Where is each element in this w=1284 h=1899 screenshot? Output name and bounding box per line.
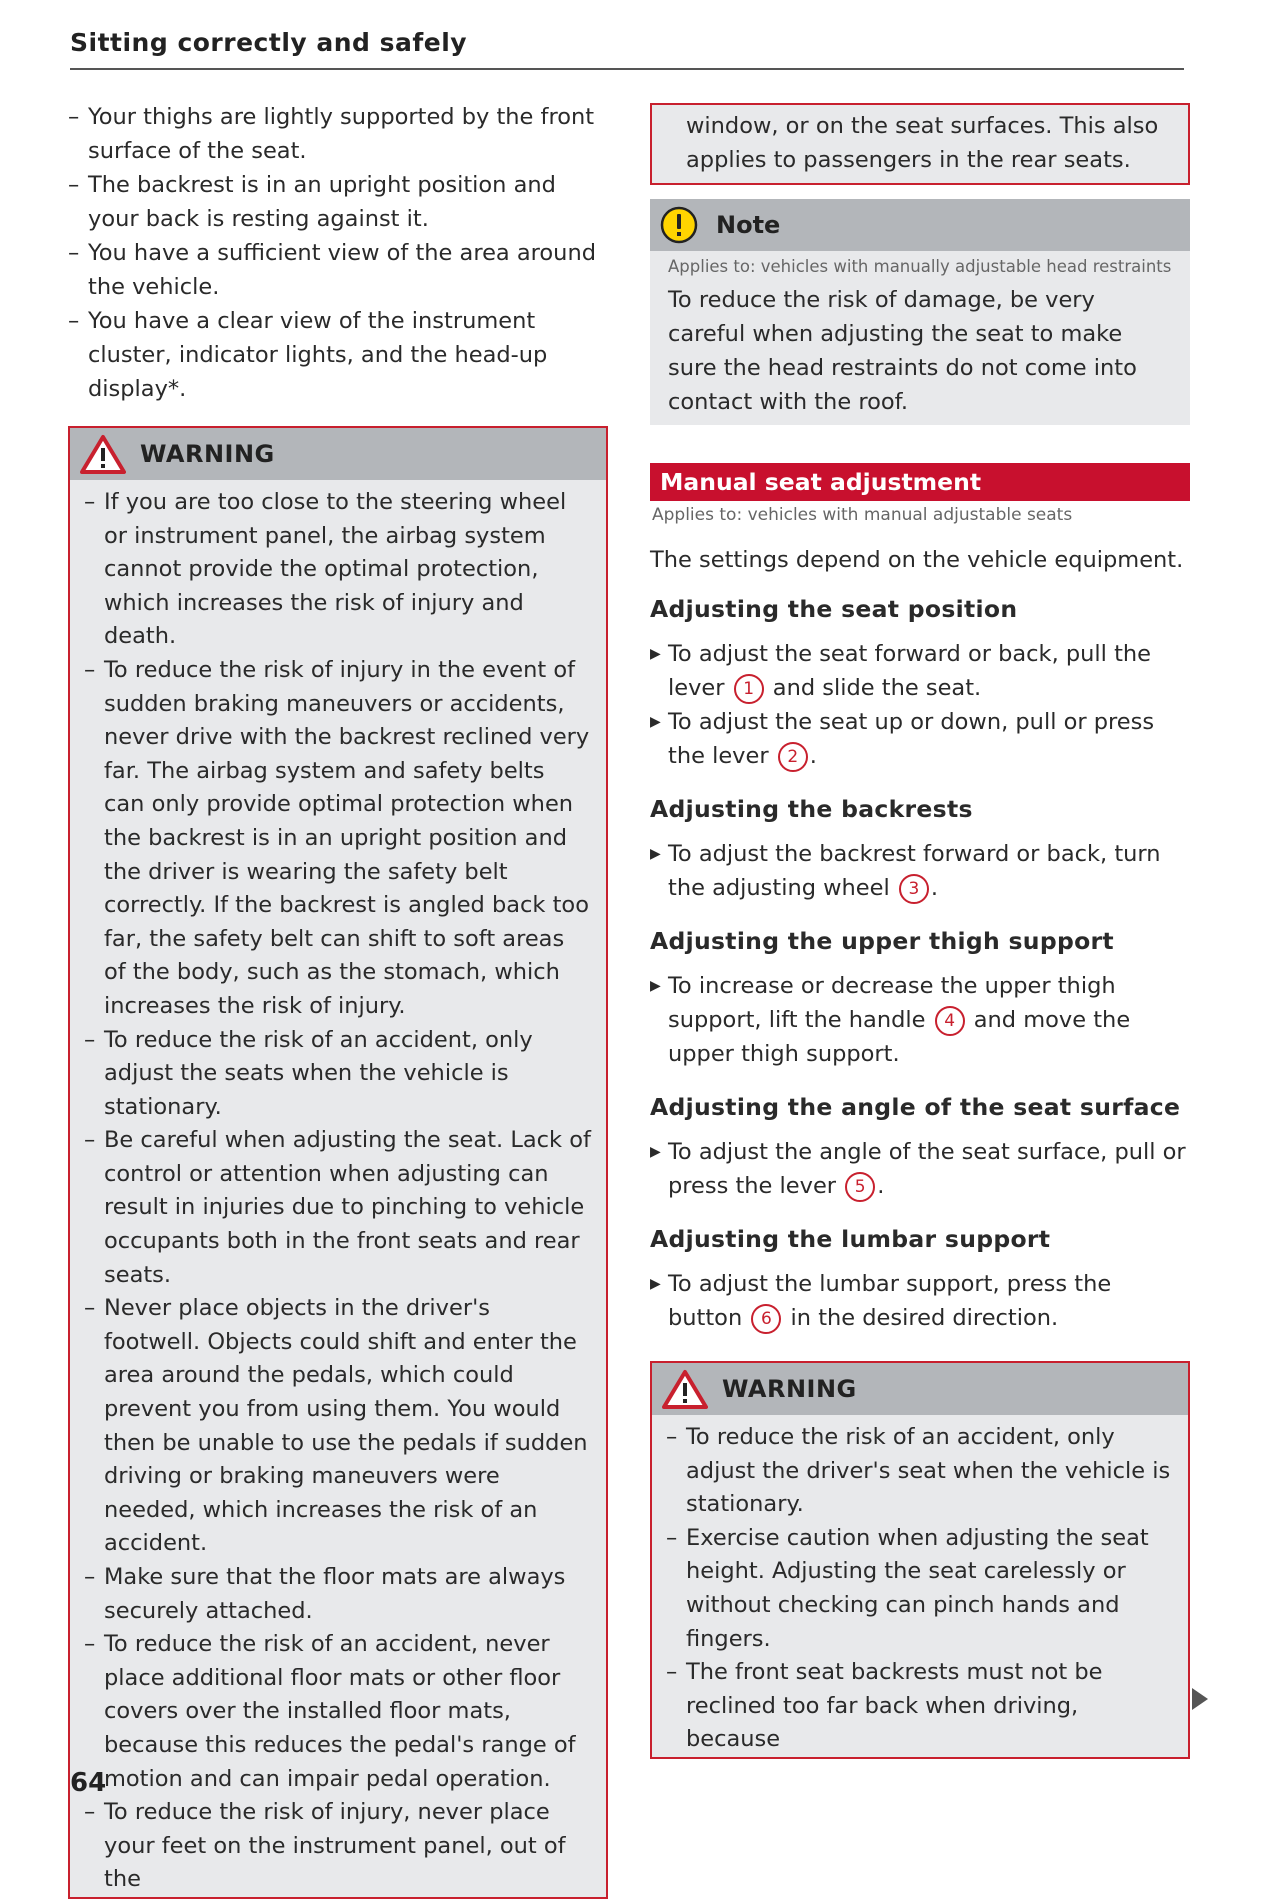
step-arrow-icon: ▶ [650, 1276, 661, 1292]
list-item: – The front seat backrests must not be reclined too far back when driving, because [666, 1659, 1103, 1753]
warning-triangle-icon [662, 1369, 708, 1409]
section-intro: The settings depend on the vehicle equipment. [650, 547, 1184, 573]
right-column [650, 103, 1190, 1759]
list-item: – Exercise caution when adjusting the seat height. Adjusting the seat carelessly or without checking can pinch hands and fingers. [666, 1524, 1149, 1652]
subheading-seat-angle: Adjusting the angle of the seat surface [650, 1093, 1181, 1121]
step-list [650, 969, 1190, 1071]
warning-list [70, 480, 606, 1897]
warning-box [650, 1361, 1190, 1759]
list-item: – You have a sufficient view of the area around the vehicle. [68, 240, 596, 300]
step-list [650, 1267, 1190, 1335]
list-item: – Never place objects in the driver's footwell. Objects could shift and enter the area around the pedals, which could prevent you from using them. You would then be unable to use the pedals if sudden driving or braking maneuvers were needed, which increases the risk of an accident. [84, 1295, 588, 1557]
left-column [68, 100, 608, 1899]
warning-triangle-icon [80, 434, 126, 474]
step-arrow-icon: ▶ [650, 646, 661, 662]
warning-header [652, 1363, 1188, 1415]
list-item: – To reduce the risk of an accident, never place additional floor mats or other floor covers over the installed floor mats, because this reduces the pedal's range of motion and can impair pedal operation. [84, 1631, 576, 1792]
list-item: – To reduce the risk of injury in the event of sudden braking maneuvers or accidents, never drive with the backrest reclined very far. The airbag system and safety belts can only provide optimal protection when the backrest is in an upright position and the driver is wearing the safety belt correctly. If the backrest is angled back too far, the safety belt can shift to soft areas of the body, such as the stomach, which increases the risk of injury. [84, 656, 590, 1019]
step-item: ▶ To adjust the backrest forward or back, turn the adjusting wheel 3 . [650, 837, 1190, 905]
step-item: ▶ To increase or decrease the upper thigh support, lift the handle 4 and move the upper thigh support. [650, 969, 1190, 1071]
callout-number: 1 [734, 674, 764, 704]
exclamation-circle-icon [660, 206, 698, 244]
step-arrow-icon: ▶ [650, 714, 661, 730]
step-list [650, 1135, 1190, 1203]
warning-list [652, 1415, 1188, 1757]
list-item: – You have a clear view of the instrument cluster, indicator lights, and the head-up display*. [68, 308, 548, 402]
callout-number: 6 [751, 1304, 781, 1334]
warning-label: WARNING [140, 440, 275, 468]
step-arrow-icon: ▶ [650, 1144, 661, 1160]
warning-continued-text: window, or on the seat surfaces. This also applies to passengers in the rear seats. [686, 113, 1159, 173]
page-title: Sitting correctly and safely [70, 28, 468, 57]
note-box [650, 199, 1190, 425]
section-title: Manual seat adjustment [650, 463, 1190, 501]
list-item: – To reduce the risk of injury, never place your feet on the instrument panel, out of the [84, 1799, 566, 1893]
header-rule [70, 68, 1184, 70]
list-item: – To reduce the risk of an accident, only adjust the seats when the vehicle is stationary. [84, 1026, 533, 1120]
page-header [70, 28, 1184, 57]
subheading-lumbar: Adjusting the lumbar support [650, 1225, 1051, 1253]
step-list [650, 837, 1190, 905]
subheading-backrests: Adjusting the backrests [650, 795, 973, 823]
step-item: ▶ To adjust the seat forward or back, pull the lever 1 and slide the seat. [650, 637, 1190, 705]
warning-label: WARNING [722, 1375, 857, 1403]
note-label: Note [716, 211, 781, 239]
warning-box [68, 426, 608, 1899]
note-text: To reduce the risk of damage, be very careful when adjusting the seat to make sure the head restraints do not come into contact with the roof. [668, 287, 1137, 415]
list-item: – If you are too close to the steering wheel or instrument panel, the airbag system cannot provide the optimal protection, which increases the risk of injury and death. [84, 489, 567, 650]
callout-number: 5 [845, 1172, 875, 1202]
list-item: – Be careful when adjusting the seat. Lack of control or attention when adjusting can result in injuries due to pinching to vehicle occupants both in the front seats and rear seats. [84, 1127, 591, 1288]
step-list [650, 637, 1190, 773]
step-arrow-icon: ▶ [650, 978, 661, 994]
step-item: ▶ To adjust the angle of the seat surface, pull or press the lever 5 . [650, 1135, 1190, 1203]
callout-number: 2 [778, 742, 808, 772]
subheading-thigh-support: Adjusting the upper thigh support [650, 927, 1114, 955]
note-header [650, 199, 1190, 251]
continue-arrow-icon [1192, 1688, 1208, 1710]
warning-continued-box [650, 103, 1190, 185]
callout-number: 4 [935, 1006, 965, 1036]
list-item: – Your thighs are lightly supported by the front surface of the seat. [68, 104, 595, 164]
warning-header [70, 428, 606, 480]
step-item: ▶ To adjust the lumbar support, press the button 6 in the desired direction. [650, 1267, 1190, 1335]
note-applies: Applies to: vehicles with manually adjustable head restraints [668, 257, 1172, 276]
callout-number: 3 [899, 874, 929, 904]
step-arrow-icon: ▶ [650, 846, 661, 862]
list-item: – To reduce the risk of an accident, only adjust the driver's seat when the vehicle is stationary. [666, 1424, 1171, 1518]
seating-checklist [68, 100, 608, 406]
section-applies: Applies to: vehicles with manual adjustable seats [652, 505, 1073, 525]
list-item: – The backrest is in an upright position and your back is resting against it. [68, 172, 556, 232]
page-number: 64 [70, 1768, 107, 1798]
subheading-seat-position: Adjusting the seat position [650, 595, 1018, 623]
step-item: ▶ To adjust the seat up or down, pull or press the lever 2 . [650, 705, 1190, 773]
list-item: – Make sure that the floor mats are always securely attached. [84, 1564, 566, 1624]
